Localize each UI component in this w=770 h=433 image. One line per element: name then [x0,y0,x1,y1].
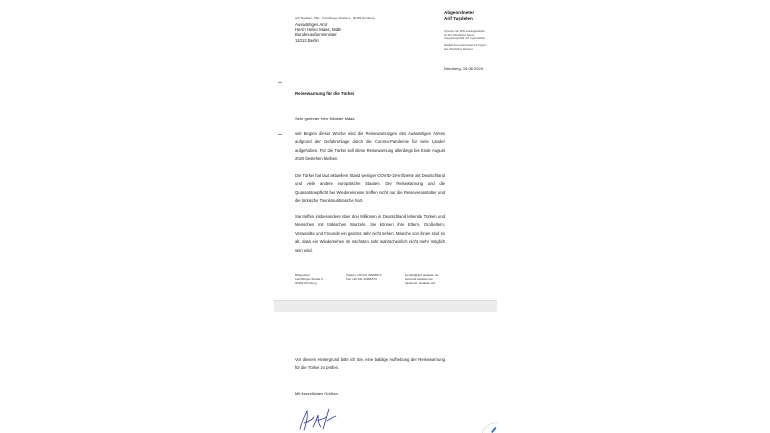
footer-line: www.arif-tasdelen.de [405,277,433,282]
recipient-line: Herrn Heiko Maas, MdB [295,27,341,33]
recipient-line: 11013 Berlin [295,37,319,43]
author-role-line: des öffentlichen Dienstes [444,47,473,51]
author-roles [444,30,486,52]
closing: Mit freundlichen Grüßen [295,391,338,396]
footer-contact [405,273,438,286]
recipient-address [295,22,341,43]
fold-mark [278,82,282,83]
sender-line: Arif Taşdelen, MdL · Karl-Bröger-Straße 9 · 90459 Nürnberg [295,16,375,20]
footer-address [295,273,323,286]
author-role-line: Mitglied des Ausschusses für Fragen [444,44,487,48]
author-role-line: Sprecher der SPD-Landtagsfraktion [444,30,486,33]
footer-line: 90459 Nürnberg [295,281,317,286]
footer-line: Bürgerbüro [295,273,311,277]
footer-line: kontakt@arif-tasdelen.de [405,273,439,277]
edit-pen-icon[interactable] [482,422,498,433]
footer-line: Telefon +49 911 43996573 [346,273,382,277]
recipient-line: Auswärtiges Amt [295,22,327,27]
author-name: Arif Taşdelen [444,16,473,21]
recipient-line: Bundesaußenminister [295,32,337,38]
author-title: Abgeordneter [444,10,475,15]
body-paragraph: seit Beginn dieser Woche sind die Reisewarnungen des Auswärtigen Amtes aufgrund der Gefahrenlage durch die Corona-Pandemie für viele Länder aufgehoben. Für die Türkei soll diese Reisewarnung allerdings bis Ende August 2020 bestehen bleiben. [295,131,445,162]
author-role-line: Integrationspolitik und Jugendarbeit [444,37,485,41]
letter-page-1 [274,0,497,300]
footer-line: facebook: tasdelen.arif [405,281,436,286]
signature-image [296,403,340,433]
body-paragraph-page2: Vor diesem Hintergrund bitte ich Sie, eine baldige Aufhebung der Reisewarnung für die Türkei zu prüfen. [295,357,445,371]
author-role-line: für den öffentlichen Dienst, [444,33,475,37]
body-paragraph: Sie treffen insbesondere über drei Millionen in Deutschland lebende Türken und Menschen mit türkischen Wurzeln. Sie können ihre Eltern, Großeltern, Verwandte und Freunde ein ganzes Jahr nicht sehen. Manche von ihnen sind so alt, dass ein Wiedersehen im nächsten Jahr wahrscheinlich nicht mehr möglich sein wird. [295,214,445,253]
footer-line: Fax +49 911 43996574 [346,277,377,282]
salutation: Sehr geehrter Herr Minister Maas, [295,116,356,121]
footer-line: Karl-Bröger-Straße 9 [295,277,323,282]
body-paragraph: Die Türkei hat laut aktuellem Stand weniger COVID-19-Infizierte als Deutschland und viele andere europäische Staaten. Die Reisewarnung und die Quarantänepflicht bei Wiedereinreise treffen nicht nur die Reiseveranstalter und die türkische Tourismusbranche hart. [295,173,445,204]
footer-phone [346,273,381,281]
letter-date: Nürnberg, 15.06.2020 [444,66,483,71]
letter-subject: Reisewarnung für die Türkei [295,91,355,96]
fold-mark [278,134,282,135]
